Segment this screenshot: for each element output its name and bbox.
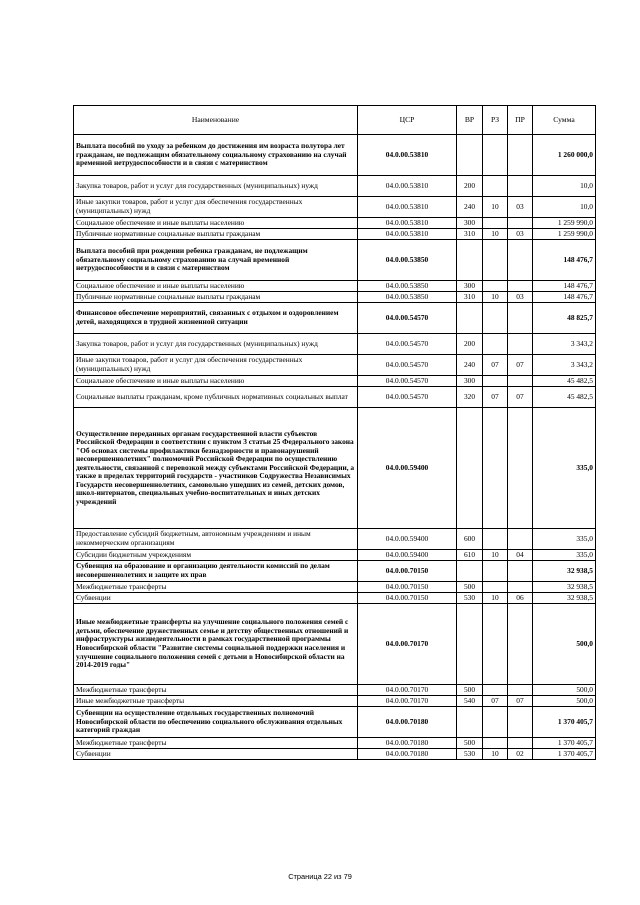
header-pr: ПР — [508, 106, 533, 135]
cell-rz — [483, 135, 508, 176]
cell-sum: 500,0 — [533, 604, 596, 685]
cell-sum: 48 825,7 — [533, 303, 596, 334]
cell-pr — [508, 582, 533, 593]
cell-pr: 03 — [508, 292, 533, 303]
cell-name: Субвенции на осуществление отдельных государственных полномочий Новосибирской области по обеспечению социального обслуживания отдельных категорий граждан — [74, 707, 358, 738]
cell-vr: 300 — [457, 281, 483, 292]
cell-csr: 04.0.00.70180 — [358, 707, 457, 738]
cell-csr: 04.0.00.53850 — [358, 292, 457, 303]
cell-sum: 10,0 — [533, 197, 596, 218]
table-row — [74, 738, 596, 749]
cell-vr: 200 — [457, 334, 483, 355]
cell-vr: 200 — [457, 176, 483, 197]
cell-vr: 300 — [457, 218, 483, 229]
cell-name: Субсидии бюджетным учреждениям — [74, 550, 358, 561]
cell-rz — [483, 582, 508, 593]
cell-sum: 1 260 000,0 — [533, 135, 596, 176]
cell-rz: 10 — [483, 749, 508, 760]
cell-name: Социальные выплаты гражданам, кроме публичных нормативных социальных выплат — [74, 387, 358, 408]
cell-pr: 04 — [508, 550, 533, 561]
cell-name: Осуществление переданных органам государственной власти субъектов Российской Федерации в соответствии с пунктом 3 статьи 25 Федерального закона "Об основах системы профилактики безнадзорности и правонарушений несовершеннолетних" полномочий Российской Федерации по осуществлению деятельности, связанной с перевозкой между субъектами Российской Федерации, а также в пределах территорий государств - участников Содружества Независимых Государств несовершеннолетних, самовольно ушедших из семей, детских домов, школ-интернатов, специальных учебно-воспитательных и иных детских учреждений — [74, 408, 358, 529]
cell-pr — [508, 529, 533, 550]
cell-name: Социальное обеспечение и иные выплаты населению — [74, 218, 358, 229]
cell-vr: 310 — [457, 229, 483, 240]
cell-name: Иные межбюджетные трансферты — [74, 696, 358, 707]
cell-sum: 45 482,5 — [533, 376, 596, 387]
header-name: Наименование — [74, 106, 358, 135]
cell-sum: 335,0 — [533, 529, 596, 550]
cell-sum: 500,0 — [533, 685, 596, 696]
cell-vr: 240 — [457, 355, 483, 376]
header-rz: РЗ — [483, 106, 508, 135]
cell-pr — [508, 408, 533, 529]
table-row — [74, 334, 596, 355]
cell-pr: 03 — [508, 197, 533, 218]
cell-csr: 04.0.00.70170 — [358, 696, 457, 707]
cell-csr: 04.0.00.53810 — [358, 135, 457, 176]
cell-name: Межбюджетные трансферты — [74, 685, 358, 696]
cell-csr: 04.0.00.54570 — [358, 355, 457, 376]
table-row — [74, 387, 596, 408]
cell-name: Субвенция на образование и организацию деятельности комиссий по делам несовершеннолетних и защите их прав — [74, 561, 358, 582]
cell-csr: 04.0.00.59400 — [358, 550, 457, 561]
cell-vr — [457, 135, 483, 176]
cell-rz — [483, 218, 508, 229]
cell-name: Выплата пособий по уходу за ребенком до достижения им возраста полутора лет гражданам, не подлежащим обязательному социальному страхованию на случай временной нетрудоспособности и в связи с материнством — [74, 135, 358, 176]
table-row — [74, 376, 596, 387]
cell-sum: 1 370 405,7 — [533, 707, 596, 738]
cell-sum: 1 370 405,7 — [533, 749, 596, 760]
cell-sum: 32 938,5 — [533, 582, 596, 593]
cell-sum: 148 476,7 — [533, 281, 596, 292]
cell-vr — [457, 240, 483, 281]
table-row — [74, 281, 596, 292]
cell-csr: 04.0.00.54570 — [358, 303, 457, 334]
cell-pr: 02 — [508, 749, 533, 760]
cell-rz — [483, 281, 508, 292]
cell-rz: 10 — [483, 593, 508, 604]
cell-name: Закупка товаров, работ и услуг для государственных (муниципальных) нужд — [74, 334, 358, 355]
cell-sum: 3 343,2 — [533, 334, 596, 355]
cell-rz — [483, 334, 508, 355]
table-row — [74, 685, 596, 696]
cell-name: Субвенции — [74, 593, 358, 604]
header-sum: Сумма — [533, 106, 596, 135]
cell-vr: 310 — [457, 292, 483, 303]
table-row — [74, 292, 596, 303]
cell-pr — [508, 604, 533, 685]
table-row-section — [74, 408, 596, 529]
cell-rz — [483, 738, 508, 749]
cell-pr: 06 — [508, 593, 533, 604]
cell-name: Публичные нормативные социальные выплаты гражданам — [74, 292, 358, 303]
cell-rz: 07 — [483, 696, 508, 707]
cell-csr: 04.0.00.70180 — [358, 738, 457, 749]
cell-pr — [508, 685, 533, 696]
table-header — [74, 106, 596, 135]
table-row — [74, 355, 596, 376]
cell-rz — [483, 707, 508, 738]
cell-vr: 320 — [457, 387, 483, 408]
cell-vr: 530 — [457, 593, 483, 604]
cell-pr — [508, 176, 533, 197]
cell-csr: 04.0.00.70150 — [358, 561, 457, 582]
table-row — [74, 218, 596, 229]
table-row-section — [74, 240, 596, 281]
cell-sum: 45 482,5 — [533, 387, 596, 408]
cell-name: Публичные нормативные социальные выплаты гражданам — [74, 229, 358, 240]
cell-rz: 10 — [483, 229, 508, 240]
cell-csr: 04.0.00.53850 — [358, 281, 457, 292]
cell-vr: 530 — [457, 749, 483, 760]
cell-name: Иные межбюджетные трансферты на улучшение социального положения семей с детьми, обеспечение дружественных семье и детству общественных отношений и инфраструктуры жизнедеятельности в рамках государственной программы Новосибирской области "Развитие системы социальной поддержки населения и улучшение социального положения семей с детьми в Новосибирской области на 2014-2019 годы" — [74, 604, 358, 685]
cell-sum: 335,0 — [533, 408, 596, 529]
cell-sum: 148 476,7 — [533, 292, 596, 303]
table-row-section — [74, 707, 596, 738]
cell-vr: 610 — [457, 550, 483, 561]
cell-vr: 500 — [457, 738, 483, 749]
cell-rz — [483, 376, 508, 387]
header-row — [74, 106, 596, 135]
cell-pr: 03 — [508, 229, 533, 240]
cell-name: Иные закупки товаров, работ и услуг для обеспечения государственных (муниципальных) нужд — [74, 355, 358, 376]
table-row-section — [74, 303, 596, 334]
budget-table — [73, 105, 596, 760]
cell-name: Межбюджетные трансферты — [74, 738, 358, 749]
cell-rz — [483, 561, 508, 582]
table-row — [74, 749, 596, 760]
cell-rz: 10 — [483, 550, 508, 561]
table-row — [74, 582, 596, 593]
cell-csr: 04.0.00.53810 — [358, 218, 457, 229]
cell-csr: 04.0.00.54570 — [358, 387, 457, 408]
cell-pr: 07 — [508, 387, 533, 408]
cell-name: Финансовое обеспечение мероприятий, связанных с отдыхом и оздоровлением детей, находящихся в трудной жизненной ситуации — [74, 303, 358, 334]
cell-name: Социальное обеспечение и иные выплаты населению — [74, 281, 358, 292]
cell-vr: 240 — [457, 197, 483, 218]
cell-vr: 600 — [457, 529, 483, 550]
cell-vr — [457, 604, 483, 685]
cell-csr: 04.0.00.53810 — [358, 197, 457, 218]
cell-rz — [483, 240, 508, 281]
cell-pr — [508, 707, 533, 738]
cell-vr: 500 — [457, 685, 483, 696]
table-row — [74, 229, 596, 240]
cell-vr — [457, 303, 483, 334]
cell-sum: 1 370 405,7 — [533, 738, 596, 749]
cell-rz — [483, 685, 508, 696]
cell-sum: 335,0 — [533, 550, 596, 561]
cell-pr: 07 — [508, 696, 533, 707]
cell-pr — [508, 334, 533, 355]
cell-pr — [508, 240, 533, 281]
table-row — [74, 696, 596, 707]
cell-pr — [508, 738, 533, 749]
cell-rz: 10 — [483, 197, 508, 218]
cell-csr: 04.0.00.59400 — [358, 529, 457, 550]
cell-name: Субвенции — [74, 749, 358, 760]
table-row-section — [74, 561, 596, 582]
cell-vr — [457, 707, 483, 738]
cell-vr: 300 — [457, 376, 483, 387]
cell-sum: 32 938,5 — [533, 593, 596, 604]
cell-rz — [483, 408, 508, 529]
cell-name: Выплата пособий при рождении ребенка гражданам, не подлежащим обязательному социальному страхованию на случай временной нетрудоспособности и в связи с материнством — [74, 240, 358, 281]
table-row-section — [74, 604, 596, 685]
cell-name: Иные закупки товаров, работ и услуг для обеспечения государственных (муниципальных) нужд — [74, 197, 358, 218]
cell-pr — [508, 303, 533, 334]
cell-vr — [457, 408, 483, 529]
table-body — [74, 135, 596, 760]
cell-csr: 04.0.00.70150 — [358, 593, 457, 604]
cell-sum: 1 259 990,0 — [533, 218, 596, 229]
header-vr: ВР — [457, 106, 483, 135]
cell-vr: 500 — [457, 582, 483, 593]
table-row — [74, 176, 596, 197]
cell-csr: 04.0.00.53810 — [358, 176, 457, 197]
table-row — [74, 593, 596, 604]
cell-name: Межбюджетные трансферты — [74, 582, 358, 593]
cell-rz — [483, 176, 508, 197]
cell-sum: 500,0 — [533, 696, 596, 707]
cell-name: Социальное обеспечение и иные выплаты населению — [74, 376, 358, 387]
cell-sum: 148 476,7 — [533, 240, 596, 281]
cell-name: Закупка товаров, работ и услуг для государственных (муниципальных) нужд — [74, 176, 358, 197]
cell-sum: 1 259 990,0 — [533, 229, 596, 240]
cell-csr: 04.0.00.70170 — [358, 604, 457, 685]
cell-rz: 10 — [483, 292, 508, 303]
cell-csr: 04.0.00.59400 — [358, 408, 457, 529]
cell-csr: 04.0.00.70170 — [358, 685, 457, 696]
cell-sum: 3 343,2 — [533, 355, 596, 376]
cell-csr: 04.0.00.70180 — [358, 749, 457, 760]
page-number: Страница 22 из 79 — [288, 872, 352, 881]
table-row — [74, 197, 596, 218]
cell-pr: 07 — [508, 355, 533, 376]
table-row — [74, 529, 596, 550]
cell-rz — [483, 604, 508, 685]
cell-pr — [508, 376, 533, 387]
cell-rz: 07 — [483, 355, 508, 376]
cell-rz: 07 — [483, 387, 508, 408]
cell-pr — [508, 561, 533, 582]
cell-vr — [457, 561, 483, 582]
cell-sum: 10,0 — [533, 176, 596, 197]
cell-csr: 04.0.00.54570 — [358, 334, 457, 355]
cell-pr — [508, 281, 533, 292]
cell-pr — [508, 135, 533, 176]
cell-name: Предоставление субсидий бюджетным, автономным учреждениям и иным некоммерческим организациям — [74, 529, 358, 550]
table-row-section — [74, 135, 596, 176]
cell-csr: 04.0.00.53810 — [358, 229, 457, 240]
table-row — [74, 550, 596, 561]
cell-rz — [483, 529, 508, 550]
cell-rz — [483, 303, 508, 334]
cell-csr: 04.0.00.53850 — [358, 240, 457, 281]
cell-csr: 04.0.00.70150 — [358, 582, 457, 593]
cell-vr: 540 — [457, 696, 483, 707]
cell-pr — [508, 218, 533, 229]
cell-csr: 04.0.00.54570 — [358, 376, 457, 387]
cell-sum: 32 938,5 — [533, 561, 596, 582]
header-csr: ЦСР — [358, 106, 457, 135]
